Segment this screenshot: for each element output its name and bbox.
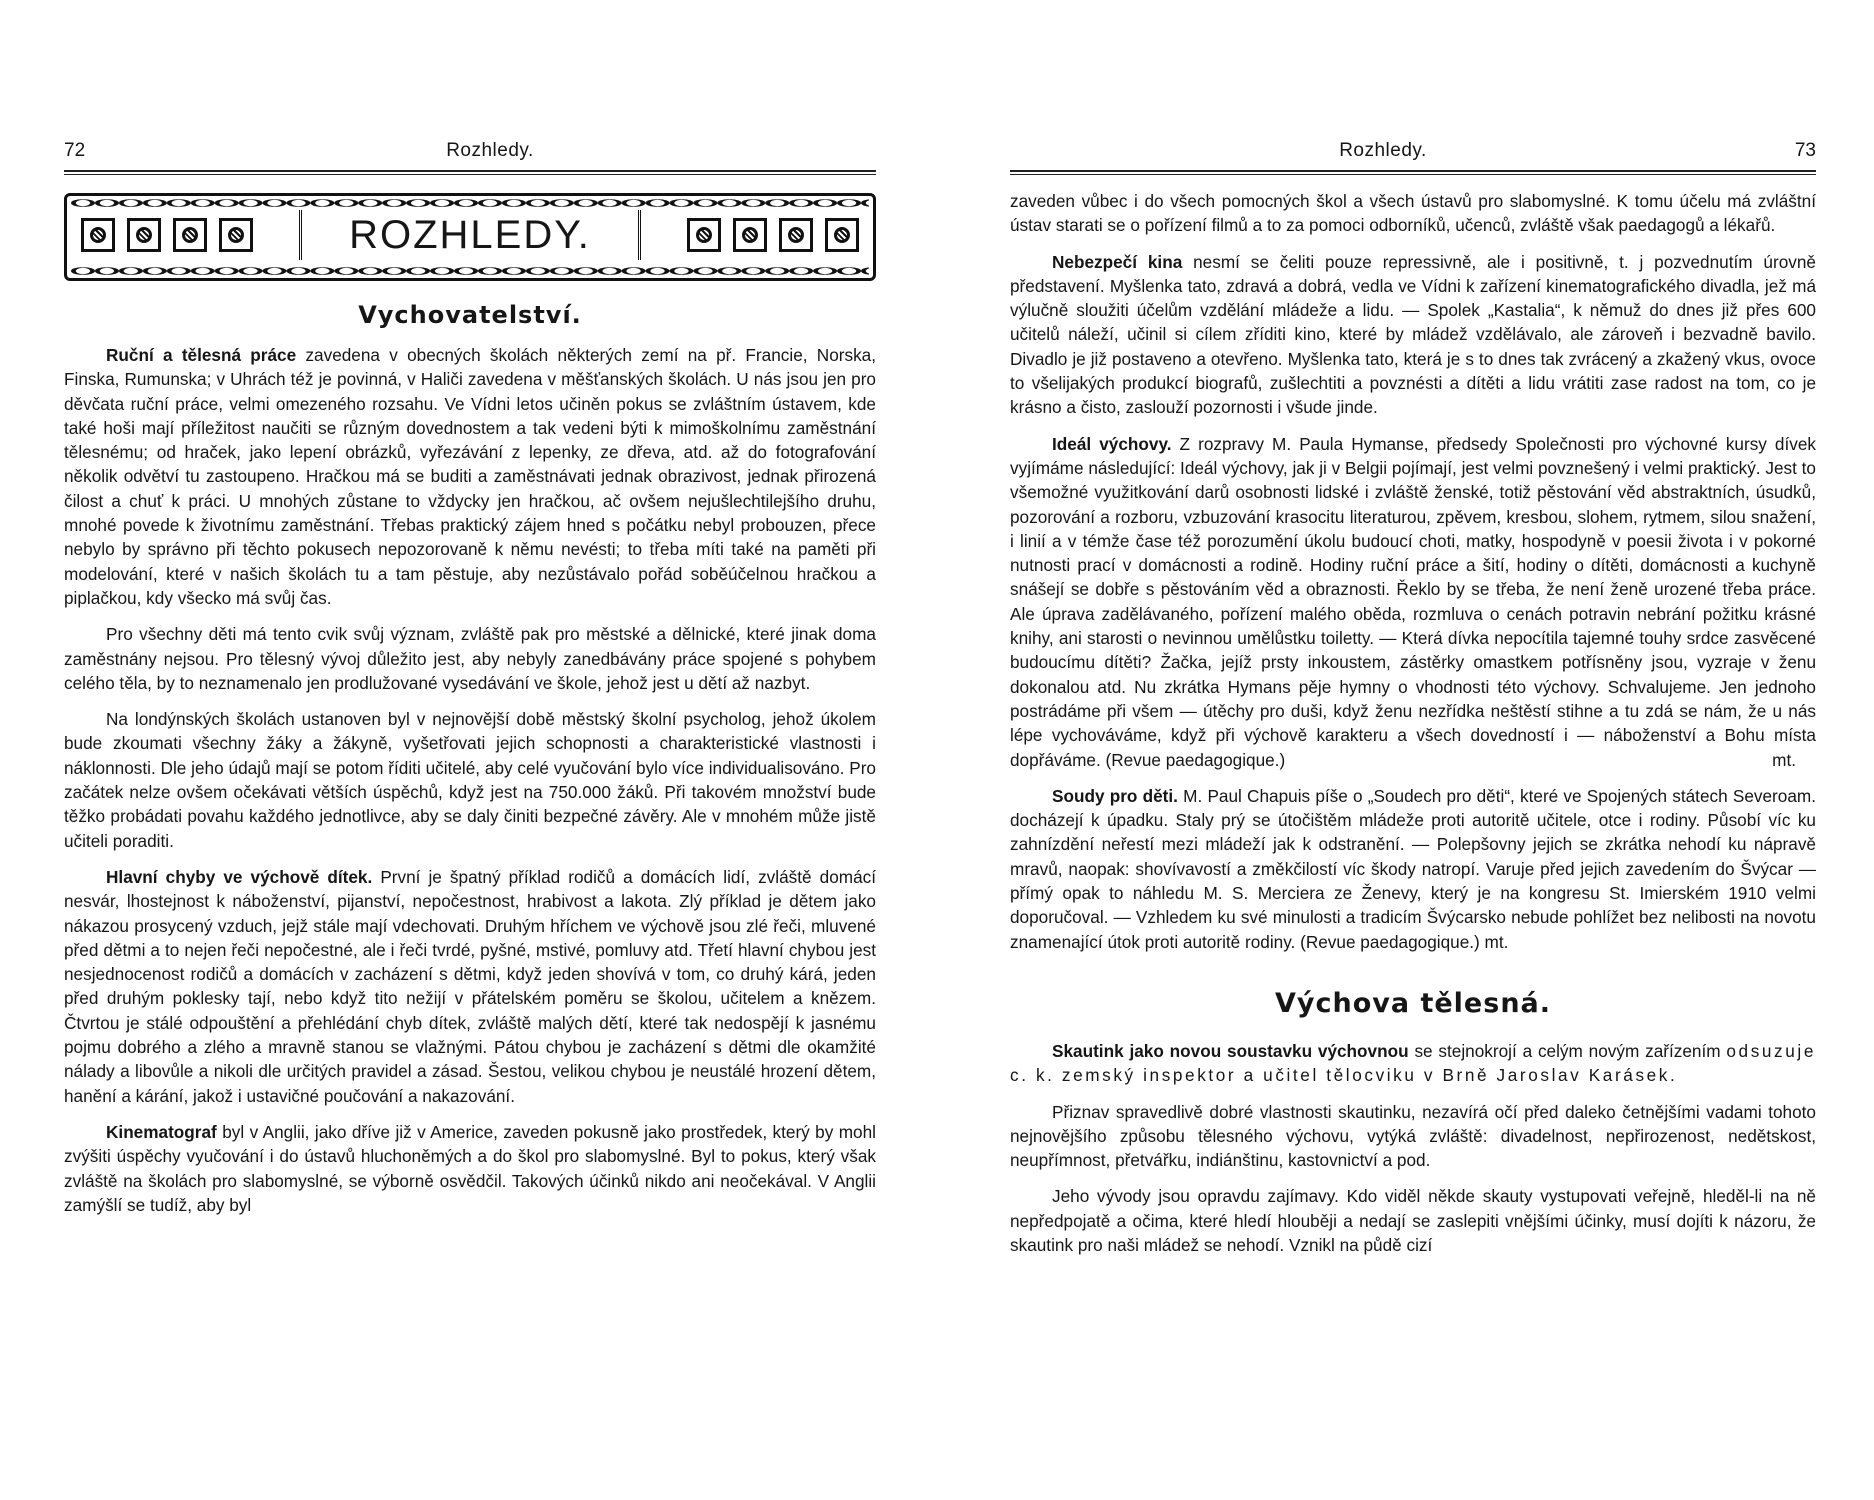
- article-lead: Soudy pro děti.: [1052, 785, 1178, 806]
- article-paragraph: [64, 865, 876, 1108]
- article-text: zavedena v obecných školách některých zemí na př. Francie, Norska, Finska, Rumunska; v Uhrách též je povinná, v Haliči zavedena v měšťanských školách. U nás jsou jen pro děvčata ruční práce, velmi omezeného rozsahu. Ve Vídni letos učiněn pokus se zvláštním ústavem, kde také hoši mají příležitost naučiti se různým dovednostem a tak vedeni býti k mimoškolnímu zaměstnání tělesnému; od hraček, jako lepení obrázků, vyřezávání z lepenky, ze dřeva, atd. až do fotografování několik odvětví tu zastoupeno. Hračkou má se buditi a zaměstnávati jednak obrazivost, jednak přirozená čilost a chuť k práci. U mnohých zůstane to vždycky jen hračkou, ač ovšem nejušlechtilejšího druhu, mnohé povede k životnímu zaměstnání. Třebas praktický zájem hned s počátku nebyl probouzen, přece nebylo by správno při těchto pokusech nepozorovaně k němu nevésti; to třeba míti také na paměti při modelování, které v našich školách tu a tam pěstuje, aby nezůstávalo pořád soběúčelnou hračkou a piplačkou, kdy všecko má svůj čas.: [64, 345, 876, 608]
- article-text: nesmí se čeliti pouze repressivně, ale i positivně, t. j pozvednutím úrovně představení. Myšlenka tato, zdravá a dobrá, vedla ve Vídni k zařízení kinematografického divadla, jež má výlučně sloužiti účelům vzdělání mládeže a lidu. — Spolek „Kastalia“, k němuž do dnes již přes 600 učitelů náleží, učinil si cílem zříditi kino, které by mládež vzdělávalo, ale zároveň i bezvadně bavilo. Divadlo je již postaveno a otevřeno. Myšlenka tato, která je s to dnes tak zvrácený a zkažený vkus, ovoce to všelijakých produkcí biografů, zušlechtiti a povznésti a dítěti a lidu vrátiti zase radost na tom, co je krásno a čisto, zaslouží pozornosti i všude jinde.: [1010, 251, 1816, 418]
- article-text: Na londýnských školách ustanoven byl v nejnovější době městský školní psycholog, jehož úkolem bude zkoumati všechny žáky a žákyně, vyšetřovati jejich schopnosti a charakteristické vlastnosti i náklonnosti. Dle jeho údajů mají se potom říditi učitelé, aby celé vyučování bylo více individualisováno. Pro začátek nelze ovšem očekávati větších úspěchů, když jest na 750.000 žáků. Při takovém množství bude těžko probádati povahu každého jednotlivce, aby se daly činiti bezpečné závěry. Ale v mnohém může jistě učiteli poraditi.: [64, 709, 876, 851]
- article-paragraph: [64, 707, 876, 853]
- article-paragraph: [1010, 784, 1816, 954]
- article-lead: Ruční a tělesná práce: [106, 345, 297, 365]
- article-paragraph: [1010, 1039, 1816, 1088]
- author-signature: mt.: [1772, 749, 1796, 770]
- header-rule: [1010, 170, 1816, 175]
- article-text: se stejnokrojí a celým novým zařízením: [1408, 1040, 1727, 1061]
- page-number: 73: [1794, 140, 1816, 161]
- article-paragraph: [64, 343, 876, 610]
- ornament-square-icon: [687, 218, 721, 252]
- running-header: [64, 140, 876, 168]
- article-paragraph: [64, 1120, 876, 1217]
- author-signature: mt.: [1484, 931, 1509, 952]
- ornament-square-icon: [127, 218, 161, 252]
- header-rule: [64, 170, 876, 175]
- ornament-square-icon: [825, 218, 859, 252]
- article-lead: Ideál výchovy.: [1052, 433, 1172, 454]
- running-title: Rozhledy.: [1339, 140, 1427, 161]
- right-page: [1010, 140, 1816, 1430]
- ornament-chain-bottom: [71, 266, 869, 276]
- section-heading: Výchova tělesná.: [1274, 987, 1552, 1019]
- article-text: Přiznav spravedlivě dobré vlastnosti skautinku, nezavírá očí před daleko četnějšími vadami tohoto nejnovějšího způsobu tělesného výchovu, vytýká zvláště: divadelnost, nepřirozenost, nedětskost, neupřímnost, přetvářku, indiánštinu, kastovnictví a pod.: [1010, 1101, 1816, 1171]
- article-lead: Nebezpečí kina: [1052, 251, 1183, 272]
- running-header: [1010, 140, 1816, 168]
- article-lead: Skautink jako novou soustavku výchovnou: [1052, 1040, 1409, 1061]
- article-text-spaced: odsuzuje c. k. zemský inspektor a učitel tělocviku v Brně Jaroslav Karásek.: [1010, 1040, 1816, 1086]
- ornament-square-icon: [81, 218, 115, 252]
- running-title: Rozhledy.: [446, 140, 534, 161]
- article-paragraph: [1010, 1184, 1816, 1257]
- article-paragraph: [1010, 1100, 1816, 1173]
- article-paragraph: [64, 622, 876, 695]
- article-text: M. Paul Chapuis píše o „Soudech pro děti“, které ve Spojených státech Severoam. docházejí k úpadku. Staly prý se útočištěm mládeže proti autoritě učitele, otce i rodiny. Působí víc ku zahnízdění neřestí mezi mládeží jak k odstranění. — Polepšovny jejich se zkrátka nehodí ku nápravě mravů, naopak: shovívavostí a změkčilostí víc škody natropí. Varuje před jejich zavedením do Švýcar — přímý opak to náhledu M. S. Merciera ze Ženevy, který je na kongresu St. Imierském 1910 velmi doporučoval. — Vzhledem ku své minulosti a tradicím Švýcarsko nebude pohlížet bez nelibosti na novotu znamenající útok proti autoritě rodiny. (Revue paedagogique.): [1010, 785, 1816, 952]
- ornament-squares-left: [81, 218, 253, 252]
- page-number: 72: [64, 140, 86, 161]
- article-text: Pro všechny děti má tento cvik svůj význam, zvláště pak pro městské a dělnické, které jinak doma zaměstnány nejsou. Pro tělesný vývoj důležito jest, aby nebyly zanedbávány práce spojené s pohybem celého těla, by to neznamenalo jen prodlužované vysedávání ve škole, jehož jest u dětí až nazbyt.: [64, 624, 876, 693]
- article-text: Jeho vývody jsou opravdu zajímavy. Kdo viděl někde skauty vystupovati veřejně, hleděl-li na ně nepředpojatě a očima, které hledí hlouběji a nedají se zaslepiti vnějšími účinky, musí dojíti k názoru, že skautink pro naši mládež se nehodí. Vznikl na půdě cizí: [1010, 1186, 1816, 1255]
- ornament-square-icon: [733, 218, 767, 252]
- article-text: byl v Anglii, jako dříve již v Americe, zaveden pokusně jako prostředek, který by mohl zvýšiti úspěchy vyučování i do ústavů hluchoněmých a do škol pro slabomyslné. Byl to pokus, který však zvláště na školách pro slabomyslné, se výborně osvědčil. Takových účinků nikdo ani neočekával. V Anglii zamýšlí se tudíž, aby byl: [64, 1121, 876, 1215]
- article-paragraph: [1010, 189, 1816, 238]
- masthead-title: ROZHLEDY.: [299, 210, 641, 260]
- article-lead: Kinematograf: [106, 1121, 217, 1142]
- ornament-square-icon: [173, 218, 207, 252]
- section-heading: Vychovatelství.: [358, 301, 582, 329]
- left-page: [64, 140, 876, 1430]
- article-paragraph: [1010, 432, 1816, 772]
- masthead-banner: [64, 193, 876, 281]
- article-text: zaveden vůbec i do všech pomocných škol a všech ústavů pro slabomyslné. K tomu účelu má zvláštní ústav starati se o pořízení filmů a to za pomoci odborníků, učenců, zvláště však paedagogů a lékařů.: [1010, 191, 1816, 236]
- ornament-squares-right: [687, 218, 859, 252]
- article-lead: Hlavní chyby ve výchově dítek.: [106, 866, 373, 887]
- article-text: Z rozpravy M. Paula Hymanse, předsedy Společnosti pro výchovné kursy dívek vyjímáme následující: Ideál výchovy, jak ji v Belgii pojímají, jest velmi povznešený i velmi praktický. Jest to všemožné využitkování darů osobnosti lidské i zvláště ženské, totiž pěstování věd abstraktních, úsudků, pozorování a rozboru, vzbuzování krasocitu literaturou, zpěvem, kresbou, slohem, rytmem, silou snažení, i linií a v témže čase též porozumění úkolu budoucí choti, matky, hospodyně v poesii života i v pokorné nutnosti prací v domácnosti a rodině. Hodiny ruční práce a šití, hodiny o dítěti, domácnosti a kuchyně snášejí se dobře s pěstováním věd a obraznosti. Řeklo by se třeba, že není ženě urozené třeba práce. Ale úprava zadělávaného, pořízení malého oběda, rozmluva o cenách potravin nebrání požitku krásné knihy, ani starosti o nevinnou umělůstku toiletty. — Která dívka nepocítila tajemné touhy srdce zasvěcené budoucímu dítěti? Žačka, jejíž prsty inkoustem, zástěrky omastkem potřísněny jsou, vyzraje v ženu dokonalou atd. Nu zkrátka Hymans pěje hymny o vhodnosti této výchovy. Schvalujeme. Jen jednoho postrádáme při všem — útěchy pro duši, když ženu nezřídka neštěstí stihne a tu zdá se nám, že u nás lépe vychováváme, když při výchově karakteru a všech dovedností i — náboženství a Bohu místa dopřáváme. (Revue paedagogique.): [1010, 433, 1817, 770]
- ornament-square-icon: [219, 218, 253, 252]
- article-paragraph: [1010, 250, 1816, 420]
- article-text: První je špatný příklad rodičů a domácích lidí, zvláště domácí nesvár, lhostejnost k náboženství, pijanství, nepočestnost, hrabivost a lakota. Zlý příklad je dětem jako nákazou prosycený vzduch, jejž stále mají vdechovati. Druhým hříchem ve výchově jsou zlé řeči, mluvené před dětmi a to nejen řeči nepočestné, ale i řeči tvrdé, pyšné, mstivé, pomluvy atd. Třetí hlavní chybou jest nesjednocenost rodičů a domácích v zacházení s dětmi, když jeden shovívá v tom, co druhý kárá, jeden před druhým poklesky tají, nebo když tito nežijí v přátelském poměru se školou, učitelem a knězem. Čtvrtou je stálé odpouštění a přehlédání chyb dítek, zvláště malých dětí, které tak nedospějí k jasnému pojmu dobrého a zlého a mravně stanou se vlažnými. Pátou chybou je zacházení s dětmi dle okamžité nálady a libovůle a nikoli dle určitých pravidel a zásad. Šestou, velikou chybou je neustálé hrození dětem, hanění a kárání, jakož i ustavičné poučování a nakazování.: [64, 866, 876, 1106]
- ornament-square-icon: [779, 218, 813, 252]
- ornament-chain-top: [71, 198, 869, 208]
